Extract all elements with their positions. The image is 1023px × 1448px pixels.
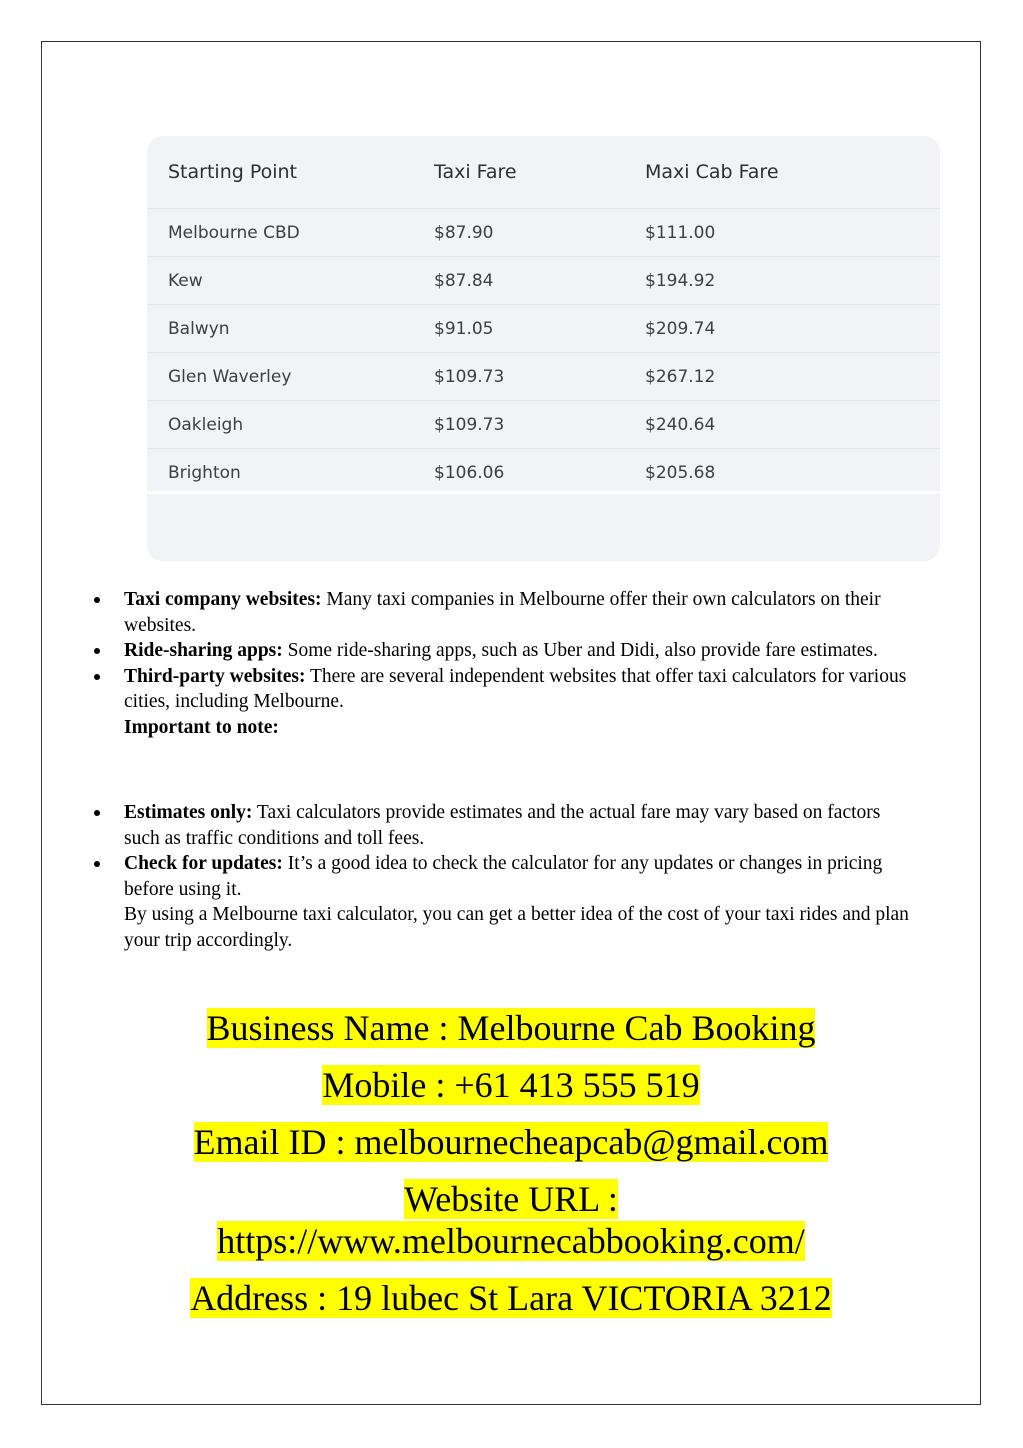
header-maxi-cab-fare: Maxi Cab Fare	[645, 161, 779, 183]
list-item-title: Check for updates:	[124, 853, 283, 874]
table-row	[147, 257, 940, 305]
list-item-title: Third-party websites:	[124, 665, 306, 687]
important-heading	[92, 715, 912, 741]
table-row	[147, 449, 940, 497]
cell-maxi-cab-fare: $194.92	[645, 270, 716, 291]
cell-taxi-fare: $109.73	[434, 366, 505, 387]
cell-starting-point: Melbourne CBD	[168, 222, 300, 243]
website-label: Website URL :	[404, 1179, 618, 1219]
list-item-title: Estimates only:	[124, 802, 253, 823]
list-item	[92, 587, 912, 638]
list-item-text: Many taxi companies in Melbourne offer their own calculators on their websites.	[124, 589, 881, 636]
cell-taxi-fare: $106.06	[434, 462, 505, 483]
cell-maxi-cab-fare: $209.74	[645, 318, 716, 339]
closing-paragraph: By using a Melbourne taxi calculator, you can get a better idea of the cost of your taxi rides and plan your trip accordingly.	[124, 904, 909, 951]
business-name: Business Name : Melbourne Cab Booking	[206, 1008, 816, 1048]
notes-list	[92, 800, 912, 953]
table-header	[147, 136, 940, 209]
list-item-text: Taxi calculators provide estimates and the actual fare may vary based on factors such as traffic conditions and toll fees.	[124, 802, 881, 849]
cell-taxi-fare: $87.84	[434, 270, 494, 291]
cell-starting-point: Glen Waverley	[168, 366, 292, 387]
fare-table	[147, 136, 940, 561]
list-item-text: It’s a good idea to check the calculator for any updates or changes in pricing before using it.	[124, 853, 883, 900]
website-url-link[interactable]: https://www.melbournecabbooking.com/	[217, 1221, 805, 1261]
list-item	[92, 638, 912, 664]
cell-taxi-fare: $109.73	[434, 414, 505, 435]
list-item-title: Ride-sharing apps:	[124, 640, 283, 661]
list-item	[92, 851, 912, 902]
cell-taxi-fare: $87.90	[434, 222, 494, 243]
mobile-number: Mobile : +61 413 555 519	[322, 1065, 700, 1105]
header-starting-point: Starting Point	[168, 161, 298, 183]
table-footer-bar	[147, 491, 940, 561]
list-item-text: There are several independent websites that offer taxi calculators for various cities, including Melbourne.	[124, 665, 907, 712]
cell-maxi-cab-fare: $111.00	[645, 222, 716, 243]
header-taxi-fare: Taxi Fare	[434, 161, 517, 183]
list-item-title: Taxi company websites:	[124, 589, 322, 610]
list-item	[92, 664, 912, 715]
cell-starting-point: Kew	[168, 270, 203, 291]
contact-block	[41, 1007, 981, 1334]
table-row	[147, 401, 940, 449]
cell-maxi-cab-fare: $240.64	[645, 414, 716, 435]
list-item	[92, 800, 912, 851]
important-heading-text: Important to note:	[124, 716, 279, 738]
cell-starting-point: Oakleigh	[168, 414, 244, 435]
table-row	[147, 353, 940, 401]
email-id: Email ID : melbournecheapcab@gmail.com	[193, 1122, 829, 1162]
cell-maxi-cab-fare: $205.68	[645, 462, 716, 483]
cell-starting-point: Balwyn	[168, 318, 230, 339]
sources-list	[92, 587, 912, 740]
cell-maxi-cab-fare: $267.12	[645, 366, 716, 387]
table-row	[147, 305, 940, 353]
cell-taxi-fare: $91.05	[434, 318, 494, 339]
cell-starting-point: Brighton	[168, 462, 241, 483]
table-row	[147, 209, 940, 257]
list-item-text: Some ride-sharing apps, such as Uber and Didi, also provide fare estimates.	[282, 640, 878, 661]
address: Address : 19 lubec St Lara VICTORIA 3212	[190, 1278, 832, 1318]
